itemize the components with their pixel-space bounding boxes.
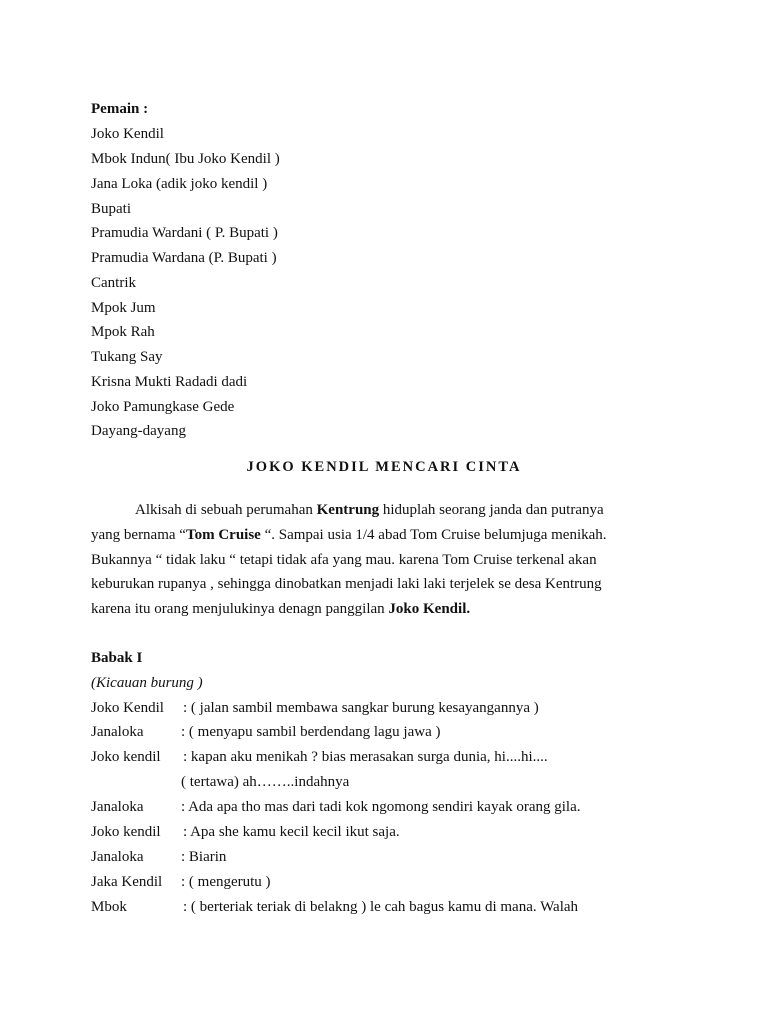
act-heading: Babak I <box>91 650 143 666</box>
dialogue-speaker: Janaloka <box>91 849 144 865</box>
dialogue-speaker: Jaka Kendil <box>91 874 163 890</box>
cast-item: Joko Kendil <box>91 126 164 142</box>
intro-line-2: yang bernama “Tom Cruise “. Sampai usia 1/4 abad Tom Cruise belumjuga menikah. <box>91 527 607 543</box>
cast-item: Krisna Mukti Radadi dadi <box>91 374 248 390</box>
intro-line-3: Bukannya “ tidak laku “ tetapi tidak afa yang mau. karena Tom Cruise terkenal akan <box>91 552 597 568</box>
dialogue-text: : ( mengerutu ) <box>181 874 271 890</box>
cast-item: Bupati <box>91 201 131 217</box>
dialogue-speaker: Joko Kendil <box>91 700 164 716</box>
dialogue-speaker: Janaloka <box>91 799 144 815</box>
cast-item: Pramudia Wardani ( P. Bupati ) <box>91 225 278 241</box>
dialogue-text: : Biarin <box>181 849 227 865</box>
dialogue-speaker: Mbok <box>91 899 127 915</box>
cast-item: Pramudia Wardana (P. Bupati ) <box>91 250 277 266</box>
intro-line-1: Alkisah di sebuah perumahan Kentrung hiduplah seorang janda dan putranya <box>135 502 604 518</box>
intro-line-5: karena itu orang menjulukinya denagn panggilan Joko Kendil. <box>91 601 471 617</box>
dialogue-text: : ( berteriak teriak di belakng ) le cah bagus kamu di mana. Walah <box>183 899 579 915</box>
cast-item: Dayang-dayang <box>91 423 186 439</box>
dialogue-text: : Apa she kamu kecil kecil ikut saja. <box>183 824 400 840</box>
dialogue-text: : ( jalan sambil membawa sangkar burung kesayangannya ) <box>183 700 539 716</box>
cast-item: Mbok Indun( Ibu Joko Kendil ) <box>91 151 280 167</box>
dialogue-text: ( tertawa) ah……..indahnya <box>181 774 350 790</box>
dialogue-speaker: Janaloka <box>91 724 144 740</box>
cast-item: Cantrik <box>91 275 136 291</box>
dialogue-text: : kapan aku menikah ? bias merasakan surga dunia, hi....hi.... <box>183 749 548 765</box>
cast-item: Joko Pamungkase Gede <box>91 399 235 415</box>
cast-heading: Pemain : <box>91 101 149 117</box>
dialogue-text: : ( menyapu sambil berdendang lagu jawa ) <box>181 724 441 740</box>
story-title: JOKO KENDIL MENCARI CINTA <box>246 459 522 475</box>
cast-item: Mpok Rah <box>91 324 155 340</box>
cast-item: Jana Loka (adik joko kendil ) <box>91 176 268 192</box>
dialogue-speaker: Joko kendil <box>91 824 161 840</box>
dialogue-text: : Ada apa tho mas dari tadi kok ngomong sendiri kayak orang gila. <box>181 799 581 815</box>
stage-direction: (Kicauan burung ) <box>91 675 203 691</box>
cast-item: Mpok Jum <box>91 300 156 316</box>
dialogue-speaker: Joko kendil <box>91 749 161 765</box>
cast-item: Tukang Say <box>91 349 163 365</box>
intro-line-4: keburukan rupanya , sehingga dinobatkan menjadi laki laki terjelek se desa Kentrung <box>91 576 602 592</box>
